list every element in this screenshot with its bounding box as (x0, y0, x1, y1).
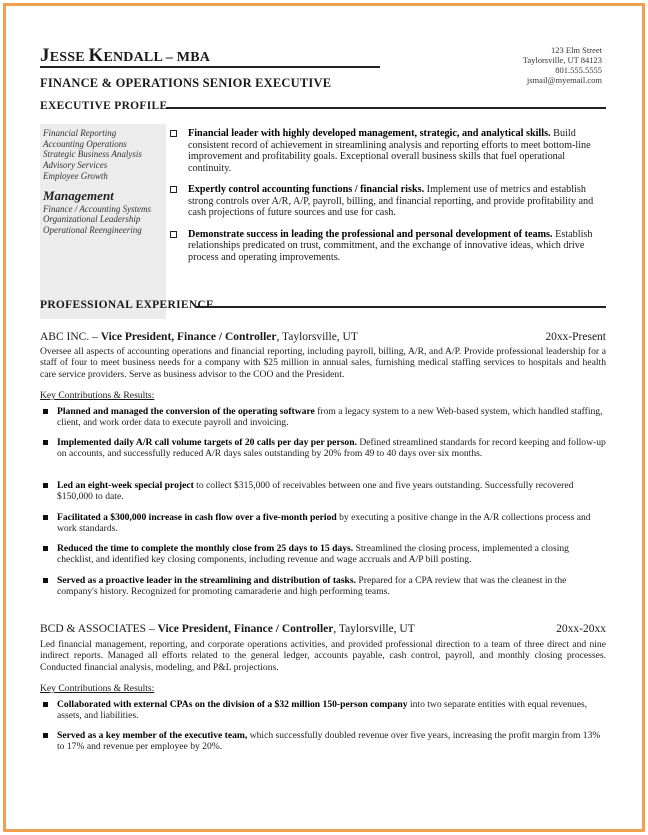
list-item: Planned and managed the conversion of the operating software from a legacy system to a new Web-based system, which handled staffing, client, and work order data to execute payroll and invoicing. (40, 406, 606, 429)
checkbox-bullet-icon (170, 231, 177, 238)
key-contributions-label: Key Contributions & Results: (40, 390, 155, 401)
list-item: Served as a proactive leader in the streamlining and distribution of tasks. Prepared for a CPA review that was the cleanest in the company's history. Recognized for promoting camaraderie and high performing teams. (40, 575, 606, 598)
skill-heading-management: Management (43, 187, 114, 203)
square-bullet-icon (43, 409, 48, 414)
profile-item: Financial leader with highly developed management, strategic, and analytical skills. Build consistent record of achievement in streamlining analysis and reporting efforts to meet bottom-line improvement and profitability goals. Exceptional overall business skills that fuel operational continuity. (170, 128, 606, 174)
job-title: Vice President, Finance / Controller (100, 331, 277, 343)
list-item: Led an eight-week special project to collect $315,000 of receivables between one and five years outstanding. Successfully recovered $150,000 to date. (40, 480, 606, 503)
section-title-experience: PROFESSIONAL EXPERIENCE (40, 299, 215, 311)
job-location: , Taylorsville, UT (276, 331, 358, 343)
job-company: BCD & ASSOCIATES – (40, 623, 158, 635)
square-bullet-icon (43, 546, 48, 551)
job-header (40, 331, 606, 343)
job-dates: 20xx-20xx (556, 623, 606, 635)
list-item: Facilitated a $300,000 increase in cash flow over a five-month period by executing a positive change in the A/R collections process and work standards. (40, 512, 606, 535)
job-dates: 20xx-Present (545, 331, 606, 343)
list-item: Implemented daily A/R call volume targets of 20 calls per day per person. Defined streamlined standards for record keeping and follow-up on accounts, and successfully reduced A/R days sales outstanding by 20% from 49 to 40 days over six months. (40, 437, 606, 460)
skill-item: Strategic Business Analysis (43, 149, 142, 160)
job-location: , Taylorsville, UT (333, 623, 415, 635)
job-header (40, 623, 606, 635)
square-bullet-icon (43, 440, 48, 445)
job-company: ABC INC. – (40, 331, 101, 343)
checkbox-bullet-icon (170, 130, 177, 137)
skill-item: Financial Reporting (43, 128, 117, 138)
list-item: Served as a key member of the executive team, which successfully doubled revenue over five years, increasing the profit margin from 13% to 17% and revenue per employee by 20%. (40, 730, 606, 753)
skill-item: Finance / Accounting Systems (43, 203, 152, 214)
key-contributions-label: Key Contributions & Results: (40, 683, 155, 694)
header-rule (40, 66, 380, 68)
skill-item: Organizational Leadership (43, 214, 141, 225)
list-item: Collaborated with external CPAs on the division of a $32 million 150-person company into two separate entities with equal revenues, assets, and liabilities. (40, 699, 606, 722)
contact-email: jsmail@myemail.com (526, 75, 602, 85)
square-bullet-icon (43, 578, 48, 583)
job-summary: Led financial management, reporting, and corporate operations activities, and provided professional direction to a team of three direct and nine indirect reports. Managed all efforts related to the general ledger, accounts payable, cash control, payroll, and monthly closing processes. Conducted financial analysis, modeling, and P&L projections. (40, 639, 606, 673)
section-title-profile: EXECUTIVE PROFILE (40, 100, 168, 112)
tagline: FINANCE & OPERATIONS SENIOR EXECUTIVE (40, 76, 332, 90)
profile-item: Demonstrate success in leading the professional and personal development of teams. Establish relationships predicated on trust, commitment, and the exchange of innovative ideas, which drive process and operating improvements. (170, 229, 606, 264)
square-bullet-icon (43, 515, 48, 520)
section-rule-experience (195, 306, 606, 308)
contact-city: Taylorsville, UT 84123 (522, 55, 602, 65)
section-rule-profile (166, 107, 606, 109)
candidate-name: JESSE KENDALL – MBA (40, 45, 211, 66)
list-item: Reduced the time to complete the monthly close from 25 days to 15 days. Streamlined the closing process, implemented a closing checklist, and identified key closing components, including revenue and wage accruals and A/P bill posting. (40, 543, 606, 566)
job-summary: Oversee all aspects of accounting operations and financial reporting, including payroll, billing, A/R, and A/P. Provide professional leadership for a staff of four to meet business needs for a company with $25 million in annual sales, furnishing medical staffing services to hospitals and health care service providers. Serve as business advisor to the COO and the President. (40, 346, 606, 380)
contact-phone: 801.555.5555 (555, 65, 602, 75)
contact-block (523, 45, 602, 85)
skill-item: Advisory Services (43, 160, 108, 171)
skill-item: Accounting Operations (43, 138, 127, 149)
square-bullet-icon (43, 702, 48, 707)
skill-item: Operational Reengineering (43, 224, 142, 235)
checkbox-bullet-icon (170, 186, 177, 193)
profile-list (170, 128, 606, 273)
profile-item: Expertly control accounting functions / financial risks. Implement use of metrics and establish strong controls over A/R, A/P, payroll, billing, and financial reporting, and provide profitability and cash projections of future sources and use for cash. (170, 184, 606, 219)
contact-street: 123 Elm Street (551, 45, 602, 55)
job-title: Vice President, Finance / Controller (157, 623, 334, 635)
square-bullet-icon (43, 733, 48, 738)
skills-sidebar (40, 124, 166, 319)
skill-item: Employee Growth (43, 170, 108, 181)
square-bullet-icon (43, 483, 48, 488)
